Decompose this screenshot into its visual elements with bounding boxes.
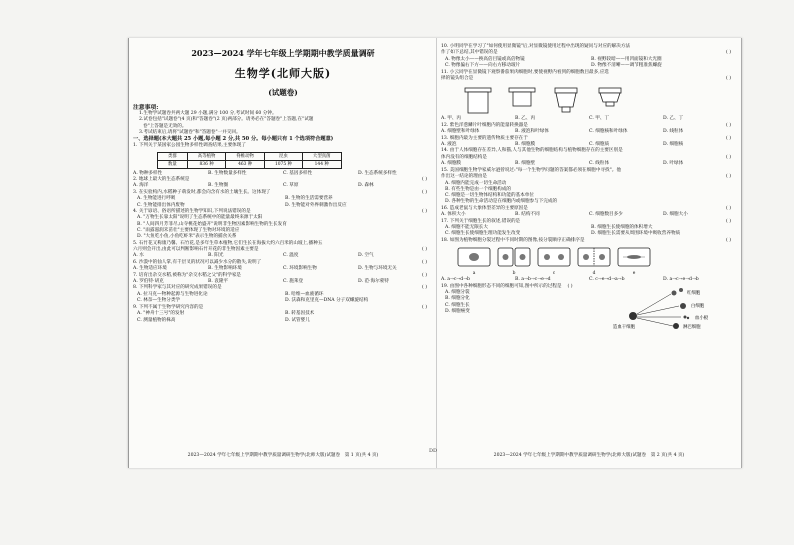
question-stem: 16. 造成老鼠与大象体型差异的主要原因是 — [441, 205, 528, 211]
question-stem: 2. 地球上最大的生态系统是 — [133, 177, 190, 182]
question-stem: 12. 紫色洋葱鳞片叶细胞内的能量转换器是 — [441, 122, 528, 128]
paper-type: (试题卷) — [268, 88, 298, 97]
option: C. 细胞质 — [589, 142, 610, 148]
option: B. 乙、丙 — [515, 116, 536, 122]
q10-options — [441, 57, 737, 70]
option: C. 细胞核和叶绿体 — [589, 129, 628, 135]
lens-item — [463, 85, 493, 116]
option: B. 生物圈 — [208, 183, 229, 189]
option: D. 范·海尔蒙特 — [358, 279, 389, 285]
red-cell-icon — [672, 290, 677, 295]
question-stem: 18. 如图为植物细胞分裂过程中不同时期的图像,按分裂顺序正确排序是 — [441, 237, 585, 243]
answer-bracket: ( ) — [725, 218, 731, 224]
question-2 — [133, 177, 433, 183]
cell-division-figure — [457, 247, 737, 276]
option: D. 各种生物的生命活动是在细胞内或细胞参与下完成的 — [445, 199, 558, 205]
option: C. 细胞数目多少 — [589, 212, 623, 218]
option: B. a→b→c→e→d — [515, 277, 551, 283]
question-10-cont — [441, 50, 737, 56]
diagram-label: 造血干细胞 — [613, 324, 635, 330]
section-heading: 一、选择题(本大题共 25 小题,每小题 2 分,共 50 分。每小题只有 1 个选项符合题意) — [133, 136, 334, 143]
answer-bracket: ( ) — [725, 237, 731, 243]
option: B. 细胞壁 — [515, 161, 536, 167]
exam-sheet — [128, 38, 742, 468]
question-8 — [133, 285, 433, 291]
option: C. 甲、丁 — [589, 116, 610, 122]
lymphocyte-icon — [673, 323, 679, 329]
stem-cell-icon — [629, 312, 637, 320]
objective-icon — [595, 85, 625, 115]
question-stem: 4. 关于谚语、俗语所描述的生物学知识,下列说法错误的是 — [133, 209, 251, 215]
lens-item — [507, 85, 537, 116]
option: D. 生态系统多样性 — [358, 170, 397, 176]
option: C. 细胞生长使细胞生理功能发生改变 — [445, 231, 521, 237]
diagram-label: 红细胞 — [687, 290, 701, 296]
option: D. 沃森和克里克—DNA 分子双螺旋结构 — [285, 298, 369, 304]
option: A. 生物能进行呼吸 — [137, 196, 176, 202]
option: A. 细胞壁和叶绿体 — [441, 129, 480, 135]
option: B. 生物影响环境 — [208, 266, 242, 272]
option: D. a→c→e→d→b — [663, 277, 699, 283]
question-14-cont — [441, 155, 737, 161]
answer-bracket: ( ) — [421, 304, 427, 310]
fold-mark: DD — [429, 448, 438, 454]
option: A. 体积大小 — [441, 212, 466, 218]
note-line: 3.考试结束后,请将"试题卷"和"答题卷"一并交回。 — [139, 129, 241, 135]
table-cell: 836 种 — [187, 160, 226, 168]
species-table — [157, 152, 342, 169]
question-11-cont — [441, 76, 737, 82]
option: A. 细胞内能完成一切生命活动 — [445, 180, 507, 186]
question-stem: 9. 下列不属于生物学研究内容的是 — [133, 304, 204, 310]
option: B. 有些生物是由一个细胞构成的 — [445, 186, 512, 192]
option: C. c→e→d→a→b — [589, 277, 625, 283]
answer-bracket: ( ) — [567, 283, 573, 289]
option: C. 生物能排出体内废物 — [137, 202, 185, 208]
cell-stage — [537, 247, 571, 276]
option: A. 海洋 — [133, 183, 149, 189]
answer-bracket: ( ) — [725, 135, 731, 141]
table-header: 昆虫 — [264, 152, 302, 160]
question-stem: 7. 培育出杂交水稻,被称为"杂交水稻之父"的科学家是 — [133, 272, 242, 278]
diagram-label: 淋巴细胞 — [683, 324, 701, 330]
option: C. 施莱登 — [283, 279, 304, 285]
answer-bracket: ( ) — [725, 205, 731, 211]
cell-label: e — [632, 271, 636, 277]
question-stem: 17. 下列关于细胞生长的叙述,错误的是 — [441, 218, 521, 224]
option: B. 生物数量多样性 — [208, 170, 247, 176]
center-fold — [436, 38, 437, 468]
notes-heading: 注意事项: — [133, 105, 159, 111]
option: C. 温度 — [283, 253, 299, 259]
option: A. 罗伯特·胡克 — [133, 279, 164, 285]
question-1 — [133, 143, 433, 149]
option: B. 哈维—血液循环 — [285, 291, 324, 297]
option: B. 细胞分化 — [445, 296, 470, 302]
option: D. 细胞大小 — [663, 212, 688, 218]
table-cell: 数量 — [158, 160, 188, 168]
option: B. 视野较暗——用凹面镜和大光圈 — [591, 56, 662, 62]
answer-bracket: ( ) — [421, 189, 427, 195]
q9-options — [133, 311, 433, 324]
question-stem: 5. 石竹花又称康乃馨、石竹花,是多年生草本植物,它们生长在海拔大约六百米的山坡上,播种五 — [133, 240, 323, 246]
note-line: 卷"上答题是无效的。 — [143, 123, 187, 129]
question-stem: 3. 在实验构内,水稻种子萌发时,都会向含有水的土壤生长。这体现了 — [133, 189, 271, 195]
option: A. 甲、丙 — [441, 116, 462, 122]
eyepiece-icon — [507, 85, 537, 115]
option: D. 生物能对外界刺激作出反应 — [285, 202, 347, 208]
option: C. "雨露滋润禾苗壮"主要体现了生物对环境的适应 — [137, 228, 240, 234]
option: A. a→c→d→b — [441, 277, 470, 283]
option: A. 细胞分裂 — [445, 289, 470, 295]
cell-label: a — [472, 271, 476, 277]
cell-stage-d-icon — [577, 247, 611, 267]
cell-stage — [577, 247, 611, 276]
option: C. 物像偏右下方——向右方移动玻片 — [445, 63, 521, 69]
option: D. 空气 — [358, 253, 374, 259]
option: C. 环境影响生物 — [283, 266, 317, 272]
table-cell: 144 种 — [302, 160, 341, 168]
option: D. 物像不清晰——调节粗准焦螺旋 — [591, 63, 662, 69]
note-line: 1.生物学试题卷共两大题 29 小题,满分 100 分,考试时间 60 分钟。 — [139, 111, 277, 116]
question-19-block — [441, 283, 737, 330]
question-4 — [133, 209, 433, 215]
option: A. 拉马克—物种起源与生物进化论 — [137, 291, 208, 297]
question-3 — [133, 190, 433, 196]
option: A. 细胞膜 — [441, 161, 462, 167]
option: C. 细胞是一切生物体结构和功能的基本单位 — [445, 193, 534, 199]
option: B. 细胞膜 — [515, 142, 536, 148]
option: C. 草原 — [283, 183, 299, 189]
note-line: 2.试卷包括"试题卷"(4 页)和"答题卷"(2 页)两部分。请务必在"答题卷"上答题,在"试题 — [139, 117, 314, 123]
question-stem: 13. 细胞内最为主要的遗传物质主要存在于 — [441, 135, 528, 141]
cell-stage — [457, 247, 491, 276]
q17-options — [441, 225, 737, 238]
cell-differentiation-diagram — [611, 286, 731, 330]
table-cell: 1075 种 — [264, 160, 302, 168]
question-6 — [133, 260, 433, 266]
page-1 — [133, 38, 433, 468]
answer-bracket: ( ) — [421, 177, 427, 182]
option: D. 森林 — [358, 183, 374, 189]
answer-bracket: ( ) — [725, 154, 731, 160]
answer-bracket: ( ) — [421, 285, 427, 291]
option: D. 细胞核 — [663, 142, 684, 148]
option: C. 线粒体 — [589, 161, 610, 167]
question-stem: 作出这一结论的理由是 — [441, 174, 487, 180]
exam-title: 2023—2024 学年七年级上学期期中教学质量调研 — [191, 48, 375, 58]
cell-label: d — [592, 271, 596, 277]
question-stem: 15. 美国细胞生物学家威尔逊曾说过:"每一个生物学问题的答案都必须在细胞中寻找"。他 — [441, 167, 621, 173]
diagram-label: 血小板 — [695, 315, 709, 321]
q8-options — [133, 292, 433, 305]
option: B. "人间四月芳菲尽,山寺桃花始盛开"说明非生物因素影响生物的生长发育 — [137, 221, 287, 227]
question-stem: 10. 小明同学在学习了"如何使用显微镜"后,对显微镜使用过程中出现的疑问与对应的解决方法 — [441, 44, 631, 49]
question-stem: 择的镜头组合是 — [441, 76, 474, 82]
question-stem: 8. 下列科学家与其对应的研究成果错误的是 — [133, 285, 222, 291]
option: C. 基因多样性 — [283, 170, 313, 176]
question-5-cont — [133, 247, 433, 253]
answer-bracket: ( ) — [421, 247, 427, 253]
option: A. 物像太小——换高倍目镜或高倍物镜 — [445, 56, 525, 62]
answer-bracket: ( ) — [421, 209, 427, 215]
option: D. 乙、丁 — [663, 116, 684, 122]
option: B. 阳光 — [208, 253, 224, 259]
q3-options — [133, 196, 433, 209]
answer-bracket: ( ) — [725, 122, 731, 128]
cell-label: b — [512, 271, 516, 277]
option: D. 线粒体 — [663, 129, 684, 135]
option: D. 细胞生长需要从周围环境中吸收营养物质 — [591, 231, 681, 237]
answer-bracket: ( ) — [725, 174, 731, 180]
question-12 — [441, 123, 737, 129]
diagram-label: 白细胞 — [691, 303, 705, 309]
option: B. 细胞生长使细胞的体积增大 — [591, 224, 653, 230]
option: A. 液泡 — [441, 142, 457, 148]
objective-icon — [551, 85, 581, 115]
option: A. "神舟十三号"的发射 — [137, 311, 185, 317]
question-stem: 作了如下总结,其中错误的是 — [441, 50, 498, 56]
question-18 — [441, 238, 737, 244]
platelet-icon — [687, 316, 689, 318]
platelet-icon — [684, 315, 687, 318]
option: A. "万物生长靠太阳"说明了生态系统中的能量最终来源于太阳 — [137, 215, 263, 221]
question-stem: 体内没有的细胞结构是 — [441, 154, 487, 160]
red-cell-icon — [679, 288, 683, 292]
option: D. 细胞癌变 — [445, 308, 470, 314]
cell-stage-c-icon — [537, 247, 571, 267]
option: D. 叶绿体 — [663, 161, 684, 167]
cell-stage — [617, 247, 651, 276]
option: C. 细胞生长 — [445, 302, 470, 308]
question-16 — [441, 206, 737, 212]
option: B. 生物的生活需要营养 — [285, 196, 333, 202]
question-stem: 19. 由图中各种细胞形态不同的细胞可知,图中所示的过程是 — [441, 283, 562, 289]
page-2 — [441, 38, 737, 468]
lens-figure — [463, 85, 737, 116]
cell-label: c — [552, 271, 556, 277]
option: B. 液泡和叶绿体 — [515, 129, 549, 135]
option: C. 测量植物的株高 — [137, 317, 176, 323]
lens-item — [595, 85, 625, 116]
table-cell: 463 种 — [226, 160, 265, 168]
question-17 — [441, 219, 737, 225]
question-13 — [441, 136, 737, 142]
question-stem: 六月则会开出,由此可以判断影响石竹开花的非生物因素主要是 — [133, 247, 259, 253]
option: A. 水 — [133, 253, 144, 259]
table-header: 脊椎动物 — [226, 152, 265, 160]
cell-stage-a-icon — [457, 247, 491, 267]
answer-bracket: ( ) — [725, 50, 731, 56]
option: B. 转基因技术 — [285, 311, 315, 317]
question-stem: 1. 下列关于某国家公园生物多样性调查结果,主要体现了 — [133, 143, 246, 149]
option: B. 结构不同 — [515, 212, 540, 218]
question-9 — [133, 305, 433, 311]
question-stem: 11. 小云同学在显微镜下观察番茄果肉细胞时,要使视野内看到的细胞数目最多,应选 — [441, 69, 609, 75]
lens-item — [551, 85, 581, 116]
answer-bracket: ( ) — [725, 76, 731, 82]
cell-stage-e-icon — [617, 247, 651, 267]
option: C. 林奈—生物分类学 — [137, 298, 181, 304]
option: D. 试管婴儿 — [285, 317, 310, 323]
subject-title: 生物学(北师大版) — [234, 67, 332, 80]
option: A. 细胞不能无限长大 — [445, 224, 488, 230]
option: A. 物种多样性 — [133, 170, 163, 176]
question-stem: 14. 由于人体细胞存在差异,人和猫,人与其他生物的细胞结构与植物细胞存在的主要区别是 — [441, 148, 623, 154]
table-header: 高等植物 — [187, 152, 226, 160]
page-footer: 2023—2024 学年七年级上学期期中教学质量调研生物学(北师大版)试题卷 第 2 页(共 4 页) — [493, 453, 685, 458]
question-15-cont — [441, 174, 737, 180]
question-7 — [133, 273, 433, 279]
table-header: 类群 — [158, 152, 188, 160]
option: B. 袁隆平 — [208, 279, 229, 285]
question-stem: 6. 沙漠中的仙人掌,有千层叉的状况可以减少水分的散失,说明了 — [133, 259, 262, 265]
table-header: 大型真菌 — [302, 152, 341, 160]
option: D. 生物与环境无关 — [358, 266, 397, 272]
answer-bracket: ( ) — [421, 272, 427, 278]
eyepiece-icon — [463, 85, 493, 115]
option: A. 生物适应环境 — [133, 266, 167, 272]
page-footer: 2023—2024 学年七年级上学期期中教学质量调研生物学(北师大版)试题卷 第 1 页(共 4 页) — [187, 453, 379, 458]
cell-stage — [497, 247, 531, 276]
white-cell-icon — [680, 303, 686, 309]
option: D. "大鱼吃小鱼,小鱼吃虾米"表示生物的捕食关系 — [137, 234, 237, 240]
answer-bracket: ( ) — [421, 259, 427, 265]
cell-stage-b-icon — [497, 247, 531, 267]
